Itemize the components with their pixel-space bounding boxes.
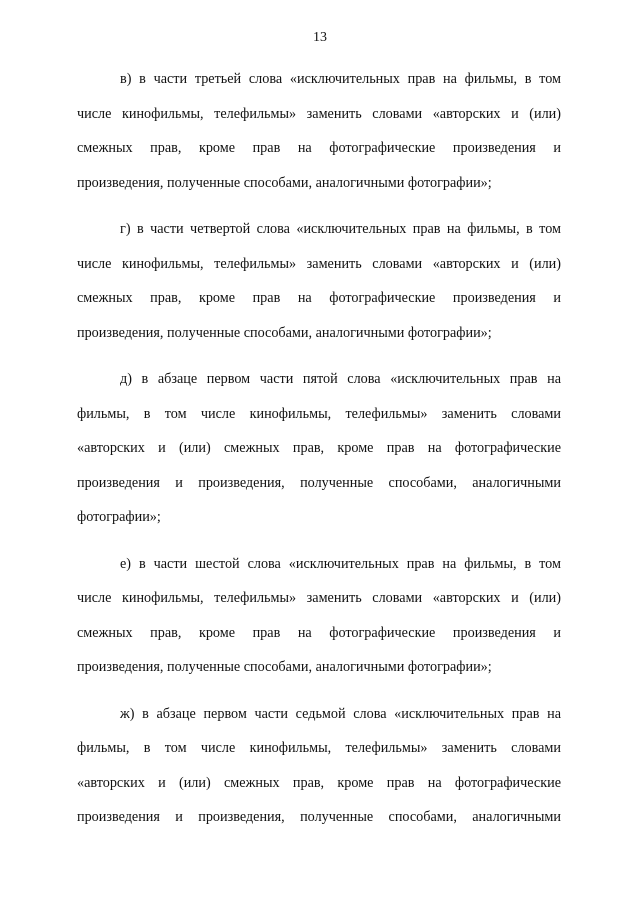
text-line: смежных прав, кроме прав на фотографические произведения и [77,624,561,641]
text-line: произведения, полученные способами, аналогичными фотографии»; [77,324,492,341]
text-line: смежных прав, кроме прав на фотографические произведения и [77,140,561,156]
text-line: «авторских и (или) смежных прав, кроме прав на фотографические [77,774,561,791]
text-line: числе кинофильмы, телефильмы» заменить словами «авторских и (или) [77,590,561,606]
text-line: «авторских и (или) смежных прав, кроме прав на фотографические [77,440,561,456]
paragraph-g [77,212,561,350]
text-line: в) в части третьей слова «исключительных прав на фильмы, в том [120,71,561,87]
text-line: д) в абзаце первом части пятой слова «исключительных прав на [120,371,561,387]
body-text [77,62,561,847]
text-line: ж) в абзаце первом части седьмой слова «исключительных прав на [120,705,561,722]
text-line: числе кинофильмы, телефильмы» заменить словами «авторских и (или) [77,255,561,272]
text-line: произведения и произведения, полученные способами, аналогичными [77,474,561,491]
text-line: произведения и произведения, полученные способами, аналогичными [77,809,561,825]
text-line: фильмы, в том числе кинофильмы, телефильмы» заменить словами [77,740,561,756]
text-line: произведения, полученные способами, аналогичными фотографии»; [77,659,492,675]
paragraph-zh [77,697,561,835]
paragraph-d [77,362,561,535]
text-line: е) в части шестой слова «исключительных прав на фильмы, в том [120,555,561,572]
text-line: произведения, полученные способами, аналогичными фотографии»; [77,174,492,191]
text-line: числе кинофильмы, телефильмы» заменить словами «авторских и (или) [77,105,561,122]
page-number: 13 [313,30,327,45]
text-line: г) в части четвертой слова «исключительных прав на фильмы, в том [120,221,561,237]
text-line: фильмы, в том числе кинофильмы, телефильмы» заменить словами [77,405,561,422]
text-line: смежных прав, кроме прав на фотографические произведения и [77,290,561,306]
text-line: фотографии»; [77,509,161,525]
paragraph-e [77,547,561,685]
paragraph-v [77,62,561,200]
